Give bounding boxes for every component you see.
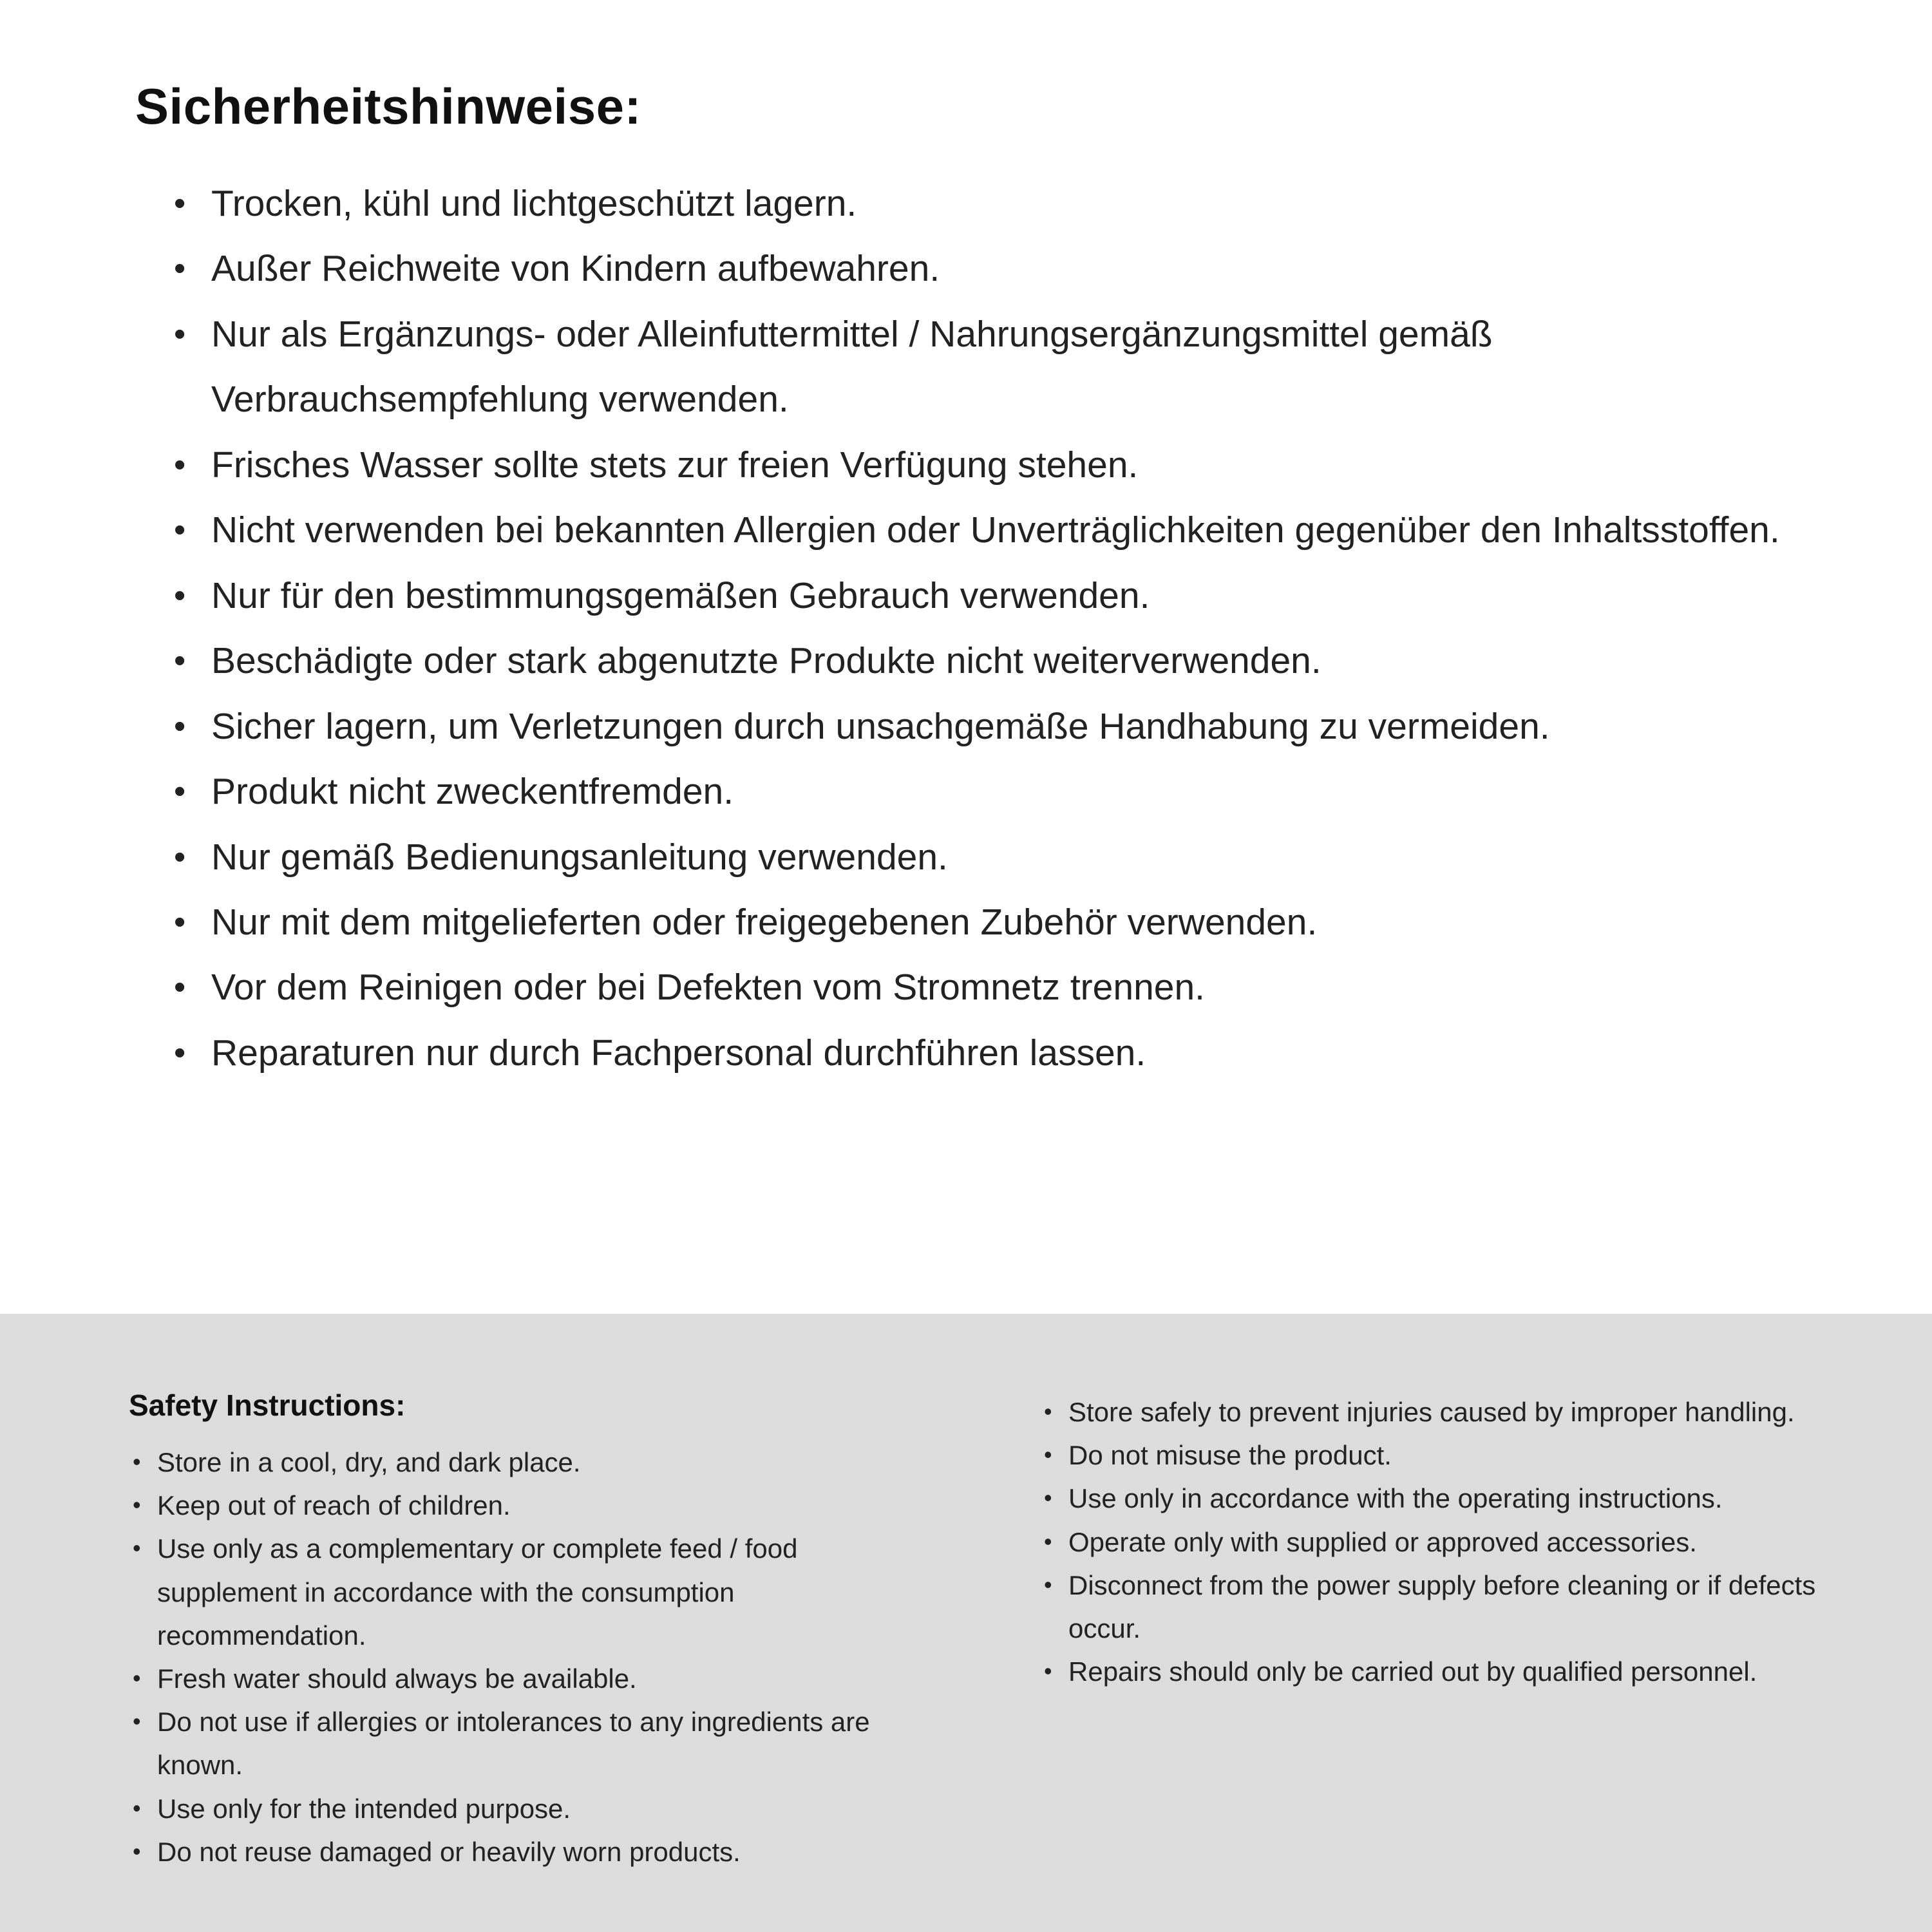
- list-item: • Nicht verwenden bei bekannten Allergien oder Unverträglichkeiten gegenüber den Inhaltsstoffen.: [174, 498, 1823, 563]
- list-item: • Fresh water should always be available.: [129, 1657, 924, 1700]
- list-item: • Produkt nicht zweckentfremden.: [174, 759, 1823, 824]
- english-right-list: [1040, 1390, 1835, 1693]
- list-item: • Nur als Ergänzungs- oder Alleinfuttermittel / Nahrungsergänzungsmittel gemäß Verbrauchsempfehlung verwenden.: [174, 302, 1823, 433]
- english-heading: Safety Instructions:: [129, 1388, 406, 1422]
- english-right-column: [1040, 1388, 1835, 1693]
- list-item: • Disconnect from the power supply before cleaning or if defects occur.: [1040, 1564, 1835, 1650]
- list-item: • Keep out of reach of children.: [129, 1484, 924, 1527]
- english-left-list: [129, 1441, 924, 1873]
- list-item: • Use only for the intended purpose.: [129, 1787, 924, 1830]
- list-item: • Nur mit dem mitgelieferten oder freigegebenen Zubehör verwenden.: [174, 890, 1823, 955]
- german-safety-list: [135, 171, 1823, 1086]
- list-item: • Trocken, kühl und lichtgeschützt lagern.: [174, 171, 1823, 236]
- list-item: • Use only in accordance with the operating instructions.: [1040, 1477, 1835, 1520]
- english-left-column: [129, 1388, 924, 1873]
- list-item: • Vor dem Reinigen oder bei Defekten vom Stromnetz trennen.: [174, 955, 1823, 1020]
- list-item: • Nur für den bestimmungsgemäßen Gebrauch verwenden.: [174, 564, 1823, 629]
- english-safety-section: [0, 1314, 1932, 1932]
- list-item: • Nur gemäß Bedienungsanleitung verwenden.: [174, 825, 1823, 890]
- german-heading: Sicherheitshinweise:: [135, 78, 641, 135]
- list-item: • Frisches Wasser sollte stets zur freien Verfügung stehen.: [174, 433, 1823, 498]
- list-item: • Use only as a complementary or complete feed / food supplement in accordance with the consumption recommendation.: [129, 1527, 924, 1657]
- list-item: • Repairs should only be carried out by qualified personnel.: [1040, 1650, 1835, 1693]
- list-item: • Reparaturen nur durch Fachpersonal durchführen lassen.: [174, 1021, 1823, 1086]
- list-item: • Do not use if allergies or intolerances to any ingredients are known.: [129, 1700, 924, 1786]
- list-item: • Außer Reichweite von Kindern aufbewahren.: [174, 236, 1823, 301]
- list-item: • Store in a cool, dry, and dark place.: [129, 1441, 924, 1484]
- list-item: • Do not misuse the product.: [1040, 1434, 1835, 1477]
- list-item: • Do not reuse damaged or heavily worn products.: [129, 1830, 924, 1873]
- list-item: • Beschädigte oder stark abgenutzte Produkte nicht weiterverwenden.: [174, 629, 1823, 694]
- list-item: • Store safely to prevent injuries caused by improper handling.: [1040, 1390, 1835, 1434]
- list-item: • Operate only with supplied or approved accessories.: [1040, 1520, 1835, 1564]
- list-item: • Sicher lagern, um Verletzungen durch unsachgemäße Handhabung zu vermeiden.: [174, 694, 1823, 759]
